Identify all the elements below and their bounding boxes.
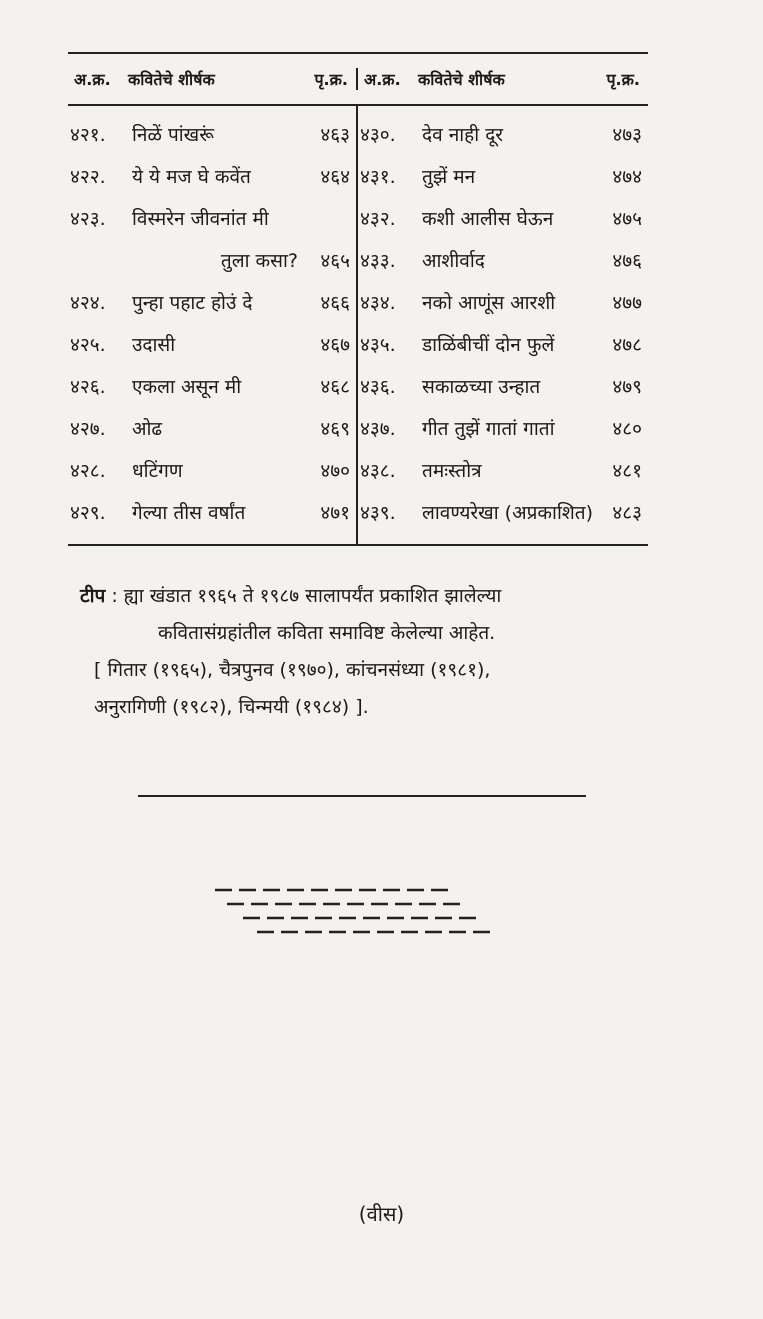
entry-page: ४७१	[320, 502, 350, 524]
entry-number: ४२९.	[70, 502, 106, 524]
header-num: अ.क्र.	[364, 70, 401, 89]
entry-number: ४३२.	[360, 208, 396, 230]
entry-page: ४८३	[612, 502, 642, 524]
toc-entry	[360, 324, 642, 366]
entry-title: एकला असून मी	[132, 376, 242, 398]
toc-entry	[360, 408, 642, 450]
entry-title: लावण्यरेखा (अप्रकाशित)	[422, 502, 594, 524]
toc-entry	[360, 282, 642, 324]
entry-title: ये ये मज घे कवेंत	[132, 166, 251, 188]
entry-title-continued: तुला कसा?	[220, 250, 298, 272]
entry-page: ४७९	[612, 376, 642, 398]
entry-number: ४३८.	[360, 460, 396, 482]
entry-title: गीत तुझें गातां गातां	[422, 418, 555, 440]
toc-entry	[70, 198, 350, 240]
entry-page: ४७६	[612, 250, 642, 272]
entry-title: पुन्हा पहाट होउं दे	[132, 292, 253, 314]
header-title: कवितेचे शीर्षक	[128, 70, 215, 89]
entry-number: ४२८.	[70, 460, 106, 482]
toc-body	[68, 106, 648, 544]
note-line-1	[80, 578, 670, 615]
toc-entry	[70, 156, 350, 198]
entry-number: ४२५.	[70, 334, 106, 356]
entry-page: ४६८	[320, 376, 350, 398]
header-left	[68, 68, 358, 90]
entry-number: ४३६.	[360, 376, 396, 398]
note	[80, 578, 670, 726]
entry-title: डाळिंबीचीं दोन फुलें	[422, 334, 555, 356]
entry-number: ४३९.	[360, 502, 396, 524]
toc-entry	[70, 114, 350, 156]
entry-page: ४८०	[612, 418, 642, 440]
header-num: अ.क्र.	[74, 70, 111, 89]
header-right	[358, 68, 648, 90]
toc-entry	[360, 450, 642, 492]
note-line-4: अनुरागिणी (१९८२), चिन्मयी (१९८४) ].	[94, 696, 369, 718]
toc-column-left	[68, 106, 358, 544]
divider-rule	[138, 795, 586, 797]
toc-entry	[70, 282, 350, 324]
toc-entry	[70, 492, 350, 534]
note-line-2: कवितासंग्रहांतील कविता समाविष्ट केलेल्या आहेत.	[158, 622, 496, 644]
entry-number: ४२३.	[70, 208, 106, 230]
entry-page: ४७७	[612, 292, 642, 314]
entry-title: तुझें मन	[422, 166, 476, 188]
entry-number: ४२४.	[70, 292, 106, 314]
dash-ornament-icon	[215, 882, 515, 952]
entry-page: ४७८	[612, 334, 642, 356]
entry-number: ४२१.	[70, 124, 106, 146]
entry-title: ओढ	[132, 418, 163, 440]
entry-number: ४३०.	[360, 124, 396, 146]
toc-column-right	[358, 106, 648, 544]
toc-entry	[70, 450, 350, 492]
entry-title: देव नाही दूर	[422, 124, 504, 146]
entry-page: ४७०	[320, 460, 350, 482]
entry-title: कशी आलीस घेऊन	[422, 208, 554, 230]
toc-entry	[360, 492, 642, 534]
entry-title: धटिंगण	[132, 460, 183, 482]
toc-entry-continued	[70, 240, 350, 282]
entry-page: ४७४	[612, 166, 642, 188]
entry-title: नको आणूंस आरशी	[422, 292, 556, 314]
page-number: (वीस)	[358, 1202, 405, 1226]
entry-number: ४३५.	[360, 334, 396, 356]
toc-entry	[360, 156, 642, 198]
toc-entry	[70, 366, 350, 408]
entry-title: गेल्या तीस वर्षांत	[132, 502, 246, 524]
entry-page: ४६९	[320, 418, 350, 440]
entry-number: ४२२.	[70, 166, 106, 188]
toc-entry	[70, 408, 350, 450]
toc-entry	[70, 324, 350, 366]
entry-page: ४६४	[320, 166, 350, 188]
entry-page: ४६३	[320, 124, 350, 146]
entry-number: ४२६.	[70, 376, 106, 398]
entry-page: ४७३	[612, 124, 642, 146]
entry-page: ४६५	[320, 250, 350, 272]
entry-page: ४६७	[320, 334, 350, 356]
note-text-1: : ह्या खंडात १९६५ ते १९८७ सालापर्यंत प्रकाशित झालेल्या	[111, 585, 502, 607]
entry-number: ४३३.	[360, 250, 396, 272]
header-page: पृ.क्र.	[606, 70, 640, 89]
entry-title: उदासी	[132, 334, 176, 356]
header-page: पृ.क्र.	[314, 70, 348, 89]
entry-page: ४७५	[612, 208, 642, 230]
note-line-3: [ गितार (१९६५), चैत्रपुनव (१९७०), कांचनसंध्या (१९८१),	[94, 659, 491, 681]
entry-number: ४३७.	[360, 418, 396, 440]
toc-entry	[360, 198, 642, 240]
toc-entry	[360, 240, 642, 282]
entry-number: ४२७.	[70, 418, 106, 440]
header-title: कवितेचे शीर्षक	[418, 70, 505, 89]
entry-number: ४३४.	[360, 292, 396, 314]
entry-page: ४८१	[612, 460, 642, 482]
entry-title: आशीर्वाद	[422, 250, 485, 272]
entry-title: तमःस्तोत्र	[422, 460, 482, 482]
toc-entry	[360, 114, 642, 156]
toc-header	[68, 54, 648, 106]
entry-title: निळें पांखरूं	[132, 124, 214, 146]
note-label: टीप	[80, 585, 106, 607]
toc-table	[68, 52, 648, 546]
entry-number: ४३१.	[360, 166, 396, 188]
entry-page: ४६६	[320, 292, 350, 314]
entry-title: विस्मरेन जीवनांत मी	[132, 208, 269, 230]
toc-entry	[360, 366, 642, 408]
entry-title: सकाळच्या उन्हात	[422, 376, 541, 398]
